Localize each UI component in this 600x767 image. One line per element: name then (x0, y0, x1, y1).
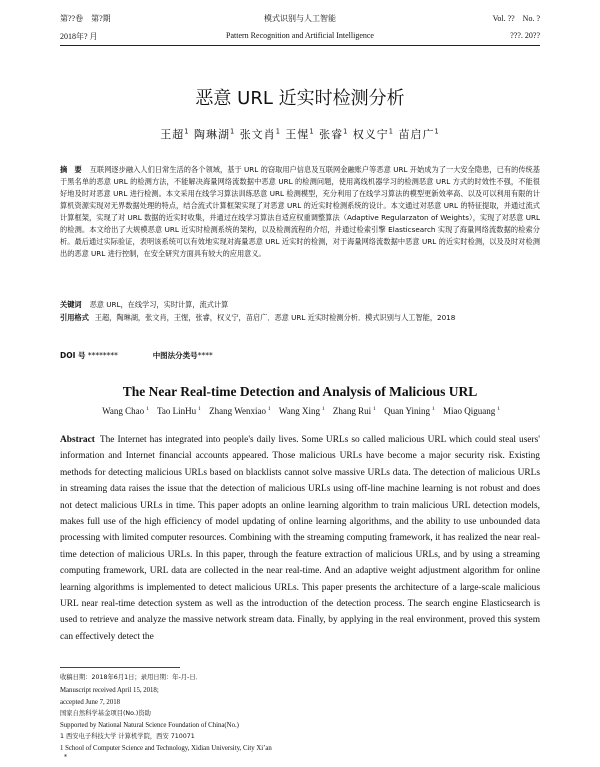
author-en: Zhang Wenxiao $^1$ (209, 406, 271, 416)
author-list-cn (60, 126, 540, 142)
author-cn: 王超$^1$ (160, 127, 190, 141)
citation-cn-label: 引用格式 (60, 313, 89, 322)
paper-title-en: The Near Real-time Detection and Analysis of Malicious URL (122, 384, 478, 399)
footnote-fund-cn: 国家自然科学基金项目(No.)资助 (60, 710, 151, 717)
author-en: Zhang Rui $^1$ (332, 406, 376, 416)
author-en: Miao Qiguang $^1$ (442, 406, 500, 416)
abstract-cn-text: 互联网逐步融入人们日常生活的各个领域，基于 URL 的窃取用户信息及互联网金融账户等恶意 URL 开始成为了一大安全隐患，已有的传统基于黑名单的恶意 URL 的检测方法，不能解决海量网络流数据中恶意 URL 的检测问题，使用离线机器学习的检测恶意 URL 方式的时效性不强，不能很好地及时对恶意 URL 进行检测。本文采用在线学习算法训练恶意 URL 检测模型，充分利用了在线学习算法的模型更新效率高、以及可以利用有限的计算机资源实现对无界数据处理的特点，结合流式计算框架实现了对恶意 URL 的近实时检测系统的设计。本文通过对恶意 URL 的特征提取，并通过流式计算框架，实现了对 URL 数据的近实时收集，并通过在线学习算法自适应权重调整算法（Adaptive Regularzaton of Weights），实现了对恶意 URL 的检测。本文给出了大规模恶意 URL 近实时检测系统的架构，以及检测流程的介绍，并通过检索引擎 Elasticsearch 实现了海量网络流数据的检索分析。最后通过实际验证，表明该系统可以有效地实现对海量恶意 URL 近实时的检测，对于海量网络流数据中恶意 URL 的近实时检测，以及及时对检测出的恶意 URL 进行控制，在安全研究方面具有较大的应用意义。 (60, 165, 540, 258)
author-cn: 王惺$^1$ (285, 127, 315, 141)
classification-value: **** (197, 351, 213, 360)
header-journal-en: Pattern Recognition and Artificial Intelligence (226, 31, 374, 40)
abstract-en (60, 432, 540, 645)
author-cn: 权义宁$^1$ (352, 127, 394, 141)
header-date-en: ???. 20?? (510, 31, 540, 40)
footnote-fund-en: Supported by National Natural Science Foundation of China(No.) (60, 722, 239, 729)
abstract-en-text: The Internet has integrated into people's daily lives. Some URLs so called malicious URL which could steal users' information and Internet financial accounts appeared. Those malicious URLs have become a major security risk. Existing methods for detecting malicious URLs based on blacklists cannot solve massive URLs data. The detection of malicious URLs in streaming data raises the issue that the detection of malicious URLs using off-line machine learning is not robust and does not detect malicious URLs in time. This paper adopts an online learning algorithm to train malicious URL detection models, makes full use of the high efficiency of model updating of online learning algorithms, and the ability to use unbounded data processing with limited computer resources. Combining with the streaming computing framework, it has realized the near real-time detection of malicious URLs. In this paper, through the feature extraction of malicious URLs, and by using a streaming computing framework, URL data are collected in the near real-time. And an adaptive weight adjustment algorithm for online learning algorithms is implemented to detect malicious URLs. This paper presents the architecture of a large-scale malicious URL near real-time detection system as well as the introduction of the detection process. The search engine Elasticsearch is used to retrieve and analyze the massive network stream data. Finally, by applying in the real environment, proved this system can effectively detect the (60, 435, 540, 642)
paper-title-cn: 恶意 URL 近实时检测分析 (195, 88, 405, 109)
keywords-cn (60, 300, 540, 310)
footnote-received-en: Manuscript received April 15, 2018; (60, 687, 159, 694)
author-cn: 张睿$^1$ (319, 127, 349, 141)
footnote-accepted-en: accepted June 7, 2018 (60, 699, 121, 706)
header-volume-en: Vol. ?? No. ? (492, 14, 540, 23)
author-cn: 苗启广$^1$ (398, 127, 440, 141)
author-cn: 张文肖$^1$ (239, 127, 281, 141)
abstract-cn (60, 164, 540, 260)
footnote-rule (60, 667, 180, 668)
footnote-affil-en: 1 School of Computer Science and Technology, Xidian University, City Xi’an (60, 745, 272, 752)
doi-label: DOI 号 (60, 351, 86, 360)
citation-cn (60, 313, 540, 323)
doi-line (60, 350, 540, 361)
author-cn: 陶琳湖$^1$ (193, 127, 236, 141)
footnote-affil-cn: 1 西安电子科技大学 计算机学院，西安 710071 (60, 733, 195, 740)
header-journal-cn: 模式识别与人工智能 (264, 14, 336, 23)
classification-label: 中图法分类号 (152, 351, 198, 360)
keywords-cn-text: 恶意 URL，在线学习，实时计算，流式计算 (89, 300, 229, 309)
author-en: Wang Chao $^1$ (102, 406, 149, 416)
abstract-en-label: Abstract (60, 435, 95, 445)
header-rule (60, 45, 540, 46)
keywords-cn-label: 关键词 (60, 300, 82, 309)
header-date-cn: 2018年? 月 (60, 32, 98, 41)
author-en: Tao LinHu $^1$ (157, 406, 201, 416)
footnote-star: * (64, 754, 67, 761)
abstract-cn-label: 摘 要 (60, 165, 82, 174)
footnote-received-cn: 收稿日期：2018年6月1日；录用日期：年-月-日． (60, 674, 202, 681)
citation-cn-text: 王超，陶琳湖，张文肖，王惺，张睿，权义宁，苗启广．恶意 URL 近实时检测分析．模式识别与人工智能，2018 (94, 313, 456, 322)
doi-value: ******** (87, 351, 118, 360)
author-list-en (60, 406, 540, 416)
author-en: Wang Xing $^1$ (278, 406, 325, 416)
header-volume-cn: 第??卷 第?期 (60, 14, 111, 23)
author-en: Quan Yining $^1$ (384, 406, 435, 416)
